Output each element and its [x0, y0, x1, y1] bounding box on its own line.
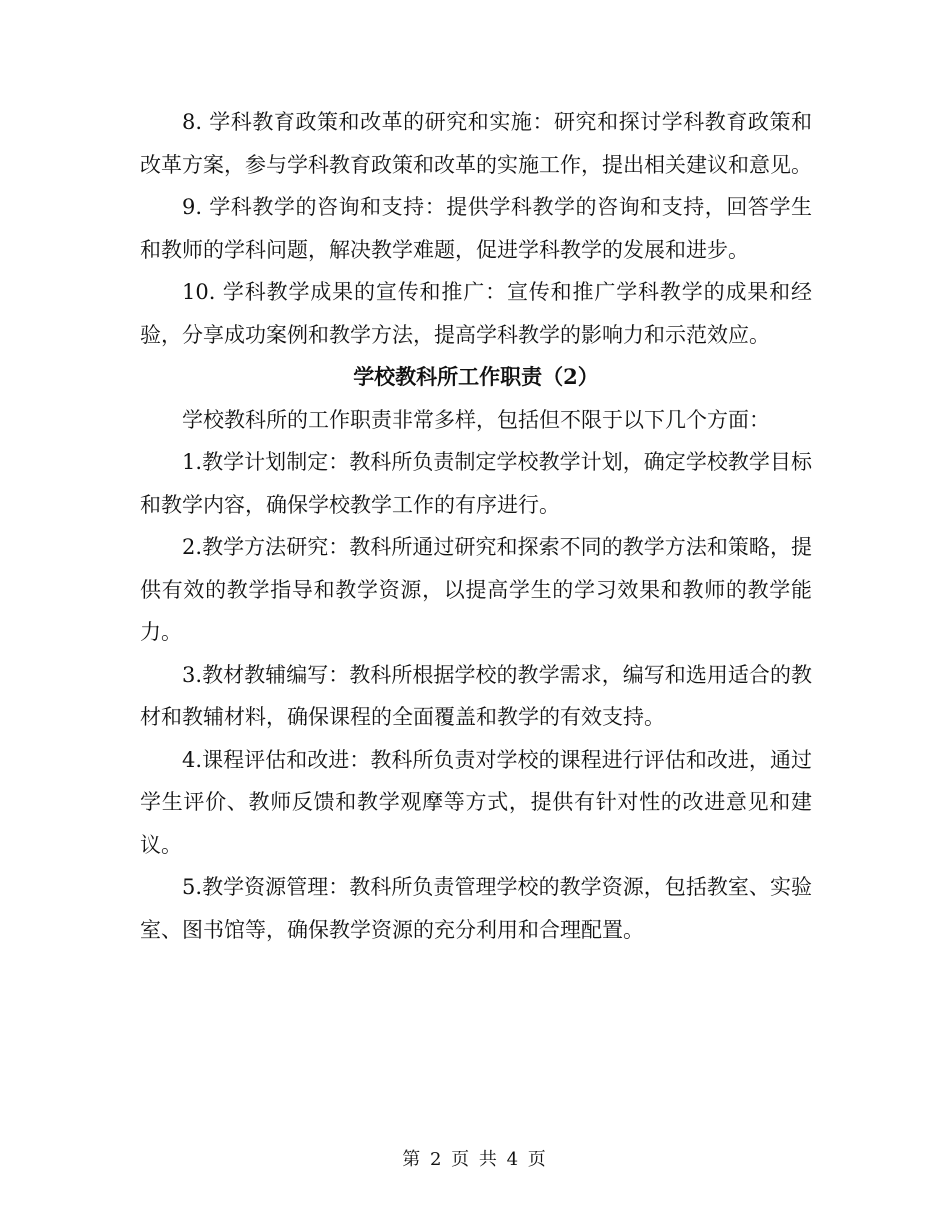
- duty-item-5: 5.教学资源管理：教科所负责管理学校的教学资源，包括教室、实验室、图书馆等，确保教学资源的充分利用和合理配置。: [140, 875, 812, 942]
- paragraph-item-8: 8. 学科教育政策和改革的研究和实施：研究和探讨学科教育政策和改革方案，参与学科教育政策和改革的实施工作，提出相关建议和意见。: [140, 110, 812, 177]
- section-title: 学校教科所工作职责（2）: [353, 364, 599, 389]
- intro-paragraph: 学校教科所的工作职责非常多样，包括但不限于以下几个方面：: [182, 407, 770, 432]
- document-body: [140, 101, 812, 951]
- duty-item-1: 1.教学计划制定：教科所负责制定学校教学计划，确定学校教学目标和教学内容，确保学校教学工作的有序进行。: [140, 450, 812, 517]
- duty-item-4: 4.课程评估和改进：教科所负责对学校的课程进行评估和改进，通过学生评价、教师反馈和教学观摩等方式，提供有针对性的改进意见和建议。: [140, 747, 812, 857]
- duty-item-2: 2.教学方法研究：教科所通过研究和探索不同的教学方法和策略，提供有效的教学指导和教学资源，以提高学生的学习效果和教师的教学能力。: [140, 535, 812, 644]
- paragraph-item-9: 9. 学科教学的咨询和支持：提供学科教学的咨询和支持，回答学生和教师的学科问题，解决教学难题，促进学科教学的发展和进步。: [140, 195, 812, 262]
- duty-item-3: 3.教材教辅编写：教科所根据学校的教学需求，编写和选用适合的教材和教辅材料，确保课程的全面覆盖和教学的有效支持。: [140, 662, 812, 729]
- page-number-footer: 第 2 页 共 4 页: [402, 1149, 548, 1170]
- paragraph-item-10: 10. 学科教学成果的宣传和推广：宣传和推广学科教学的成果和经验，分享成功案例和教学方法，提高学科教学的影响力和示范效应。: [140, 280, 812, 347]
